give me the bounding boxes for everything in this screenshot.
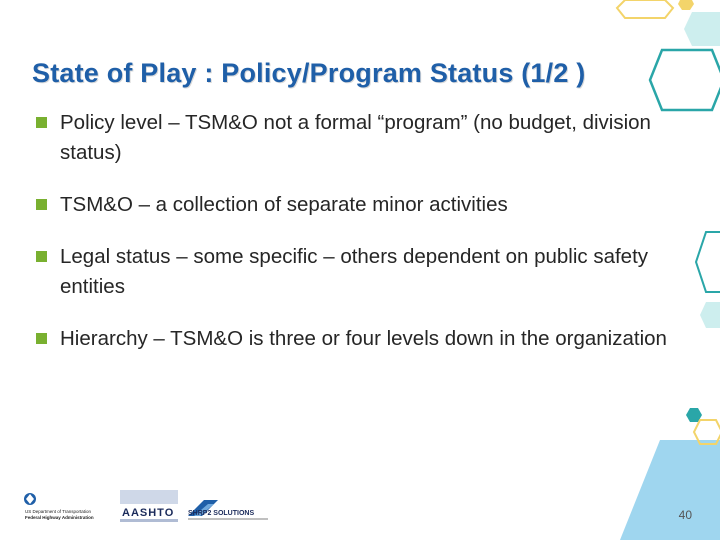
hexagon-outline-yellow bbox=[617, 0, 673, 18]
corner-blue-shape bbox=[620, 440, 720, 540]
slide-title: State of Play : Policy/Program Status (1/2 ) bbox=[32, 58, 586, 88]
square-bullet-icon bbox=[36, 199, 47, 210]
page-number: 40 bbox=[678, 508, 692, 522]
bullet-text: Policy level – TSM&O not a formal “program” (no budget, division status) bbox=[60, 111, 651, 164]
fhwa-logo-text: Federal Highway Administration bbox=[25, 515, 94, 520]
square-bullet-icon bbox=[36, 117, 47, 128]
aashto-logo bbox=[120, 490, 178, 522]
shrp2-logo-text: SHRP2 SOLUTIONS bbox=[188, 510, 255, 517]
bullet-item bbox=[36, 190, 676, 220]
bullet-item bbox=[36, 242, 676, 302]
bullet-text: Hierarchy – TSM&O is three or four levels down in the organization bbox=[60, 327, 667, 350]
usdot-logo bbox=[24, 493, 94, 520]
usdot-logo-text: US Department of Transportation bbox=[25, 509, 92, 514]
bullet-text: Legal status – some specific – others dependent on public safety entities bbox=[60, 245, 649, 298]
hexagon-light-teal-right bbox=[700, 302, 720, 328]
shrp2-logo bbox=[188, 500, 268, 520]
hexagon-yellow-small bbox=[678, 0, 694, 10]
bullet-item bbox=[36, 324, 676, 354]
hexagon-outline-teal-right bbox=[696, 232, 720, 292]
square-bullet-icon bbox=[36, 251, 47, 262]
footer-logos bbox=[22, 488, 282, 528]
bullet-text: TSM&O – a collection of separate minor activities bbox=[60, 193, 508, 216]
bullet-list bbox=[36, 108, 676, 376]
aashto-logo-text: AASHTO bbox=[122, 507, 175, 519]
hexagon-light-teal bbox=[684, 12, 720, 46]
square-bullet-icon bbox=[36, 333, 47, 344]
bullet-item bbox=[36, 108, 676, 168]
